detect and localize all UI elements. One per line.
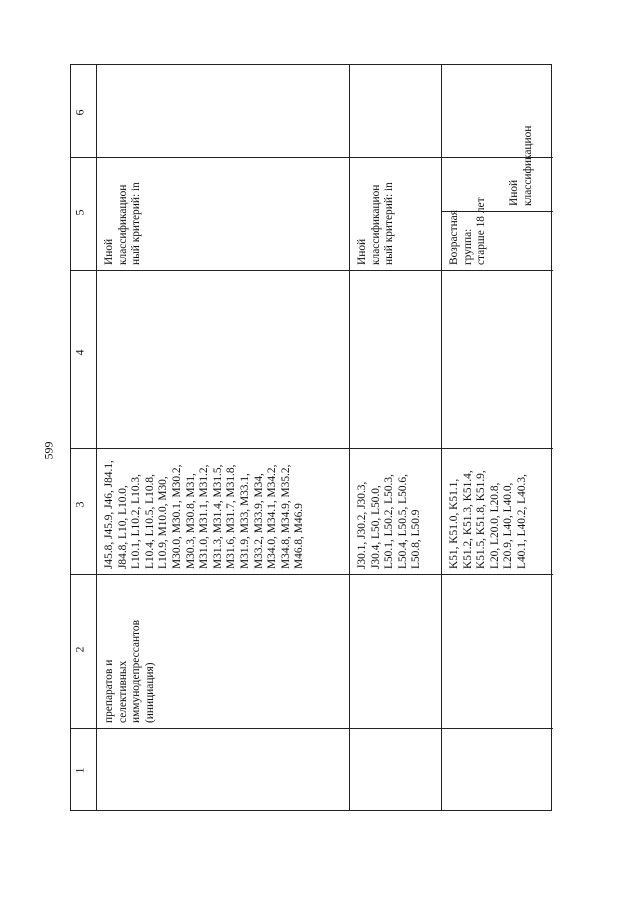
- header-row-divider: [96, 65, 97, 810]
- row-divider-2: [441, 65, 442, 810]
- col-divider-5-6: [71, 157, 553, 158]
- header-col4: 4: [72, 349, 87, 356]
- rotated-table: [70, 64, 552, 811]
- header-col6: 6: [72, 109, 87, 116]
- row2-col3: J30.1, J30.2, J30.3, J30.4, L50, L50.0, L50.1, L50.2, L50.3, L50.4, L50.5, L50.6, L50.8, L50.9: [356, 474, 423, 569]
- col-divider-4-5: [71, 270, 553, 271]
- row1-col2: препаратов и селективных иммунодепрессантов (инициация): [103, 620, 156, 723]
- row1-col3: J45.8, J45.9, J46, J84.1, J84.8, L10, L10.0, L10.1, L10.2, L10.3, L10.4, L10.5, L10.8, L10.9, M10.0, M30, M30.0, M30.1, M30.2, M30.3, M30.8, M31, M31.0, M31.1, M31.2, M31.3, M31.4, M31.5, M31.6, M31.7, M31.8, M31.9, M33, M33.1, M33.2, M33.9, M34, M34.0, M34.1, M34.2, M34.8, M34.9, M35.2, M46.8, M46.9: [103, 460, 306, 569]
- col-divider-2-3: [71, 574, 553, 575]
- row3-col5-age: Возрастная группа: старше 18 лет: [448, 197, 488, 265]
- page-number: 599: [41, 441, 56, 460]
- header-col2: 2: [72, 646, 87, 653]
- col-divider-3-4: [71, 448, 553, 449]
- row1-col5: Иной классификацион ный критерий: in: [103, 182, 143, 265]
- header-col1: 1: [72, 767, 87, 774]
- header-col3: 3: [72, 501, 87, 508]
- row3-col3: K51, K51.0, K51.1, K51.2, K51.3, K51.4, K51.5, K51.8, K51.9, L20, L20.0, L20.8, L20.9, L40, L40.0, L40.1, L40.2, L40.3,: [448, 470, 528, 569]
- header-col5: 5: [72, 209, 87, 216]
- row2-col5: Иной классификацион ный критерий: in: [356, 182, 396, 265]
- row-divider-1: [349, 65, 350, 810]
- row3-col5-criterion: Иной классификацион: [508, 125, 534, 206]
- col-divider-1-2: [71, 728, 553, 729]
